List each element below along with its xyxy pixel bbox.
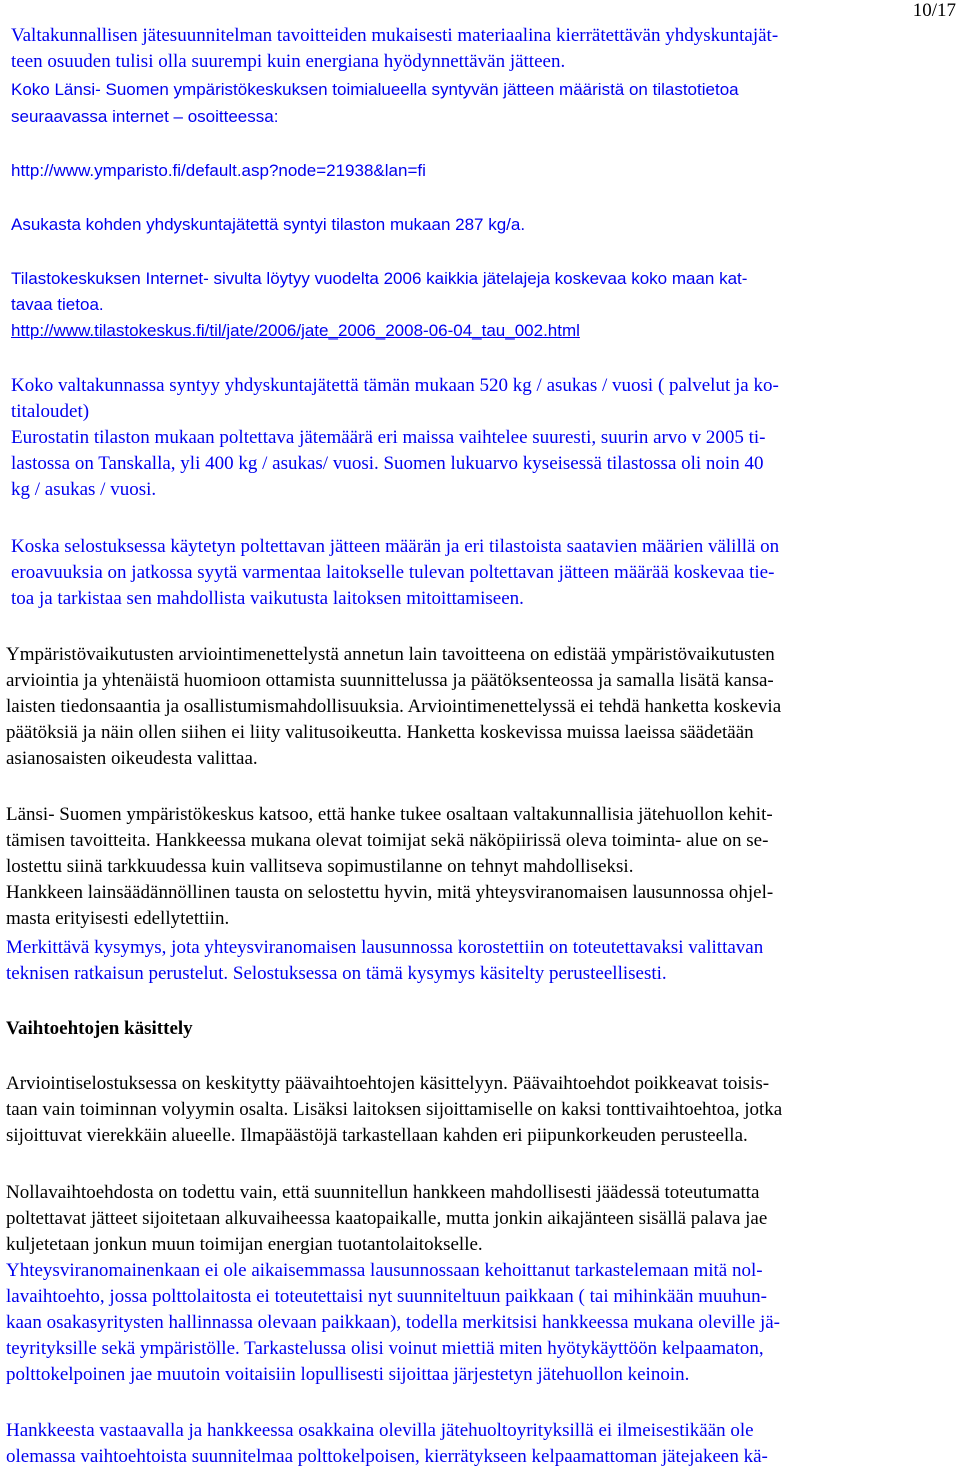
text-line: Nollavaihtoehdosta on todettu vain, että suunnitellun hankkeen mahdollisesti jäädessä toteutumatta: [6, 1182, 760, 1203]
text-line: toa ja tarkistaa sen mahdollista vaikutusta laitoksen mitoittamiseen.: [11, 588, 524, 609]
text-line: lastossa on Tanskalla, yli 400 kg / asukas/ vuosi. Suomen lukuarvo kyseisessä tilastossa oli noin 40: [11, 453, 764, 474]
text-line: tavaa tietoa.: [11, 295, 104, 314]
text-line: taan vain toiminnan volyymin osalta. Lisäksi laitoksen sijoittamiselle on kaksi tonttivaihtoehtoa, jotka: [6, 1099, 783, 1120]
text-line: Arviointiselostuksessa on keskitytty päävaihtoehtojen käsittelyyn. Päävaihtoehdot poikkeavat toisis-: [6, 1073, 770, 1094]
text-line: laisten tiedonsaantia ja osallistumismahdollisuuksia. Arviointimenettelyssä ei tehdä hanketta koskevia: [6, 696, 782, 717]
section-heading: Vaihtoehtojen käsittely: [6, 1018, 193, 1039]
text-line: polttokelpoinen jae muutoin voitaisiin lopullisesti sijoittaa järjestetyn jätehuollon keinoin.: [6, 1364, 690, 1385]
text-line: asianosaisten oikeudesta valittaa.: [6, 748, 258, 769]
text-line: Hankkeen lainsäädännöllinen tausta on selostettu hyvin, mitä yhteysviranomaisen lausunnossa ohjel-: [6, 882, 774, 903]
text-line: lavaihtoehto, jossa polttolaitosta ei toteutettaisi nyt suunniteltuun paikkaan ( tai mihinkään muuhun-: [6, 1286, 767, 1307]
text-line: Merkittävä kysymys, jota yhteysviranomaisen lausunnossa korostettiin on toteutettavaksi valittavan: [6, 937, 764, 958]
page-number: 10/17: [912, 0, 956, 21]
text-line: Valtakunnallisen jätesuunnitelman tavoitteiden mukaisesti materiaalina kierrätettävän yhdyskuntajät-: [11, 25, 779, 46]
text-line: päätöksiä ja näin ollen siihen ei liity valitusoikeutta. Hanketta koskevissa muissa laeissa säädetään: [6, 722, 754, 743]
text-line: kaan osakasyritysten hallinnassa olevaan paikkaan), todella merkitsisi hankkeessa mukana oleville jä-: [6, 1312, 780, 1333]
text-line: teyrityksille sekä ympäristölle. Tarkastelussa olisi voinut miettiä miten hyötykäyttöön kelpaamaton,: [6, 1338, 764, 1359]
text-line: seuraavassa internet – osoitteessa:: [11, 107, 279, 126]
text-line: sijoittuvat vierekkäin alueelle. Ilmapäästöjä tarkastellaan kahden eri piipunkorkeuden perusteella.: [6, 1125, 748, 1146]
text-line: Tilastokeskuksen Internet- sivulta löytyy vuodelta 2006 kaikkia jätelajeja koskevaa koko maan kat-: [11, 269, 748, 288]
text-line: Eurostatin tilaston mukaan poltettava jätemäärä eri maissa vaihtelee suuresti, suurin arvo v 2005 ti-: [11, 427, 766, 448]
text-line: Koko Länsi- Suomen ympäristökeskuksen toimialueella syntyvän jätteen määristä on tilastotietoa: [11, 80, 739, 99]
url-link[interactable]: http://www.tilastokeskus.fi/til/jate/2006/jate_2006_2008-06-04_tau_002.html: [11, 321, 580, 340]
text-line: Hankkeesta vastaavalla ja hankkeessa osakkaina olevilla jätehuoltoyrityksillä ei ilmeisestikään ole: [6, 1420, 754, 1441]
text-line: kuljetetaan jonkun muun toimijan energian tuotantolaitokselle.: [6, 1234, 483, 1255]
text-line: Koko valtakunnassa syntyy yhdyskuntajätettä tämän mukaan 520 kg / asukas / vuosi ( palvelut ja ko-: [11, 375, 779, 396]
text-line: eroavuuksia on jatkossa syytä varmentaa laitokselle tulevan poltettavan jätteen määrää koskevaa tie-: [11, 562, 775, 583]
text-line: poltettavat jätteet sijoitetaan alkuvaiheessa kaatopaikalle, mutta jonkin aikajänteen sisällä palava jae: [6, 1208, 768, 1229]
text-line: tämisen tavoitteita. Hankkeessa mukana olevat toimijat sekä näköpiirissä oleva toiminta- alue on se-: [6, 830, 769, 851]
text-line: Yhteysviranomainenkaan ei ole aikaisemmassa lausunnossaan kehoittanut tarkastelemaan mitä nol-: [6, 1260, 763, 1281]
text-line: Asukasta kohden yhdyskuntajätettä syntyi tilaston mukaan 287 kg/a.: [11, 215, 526, 234]
text-line: masta erityisesti edellytettiin.: [6, 908, 230, 929]
text-line: arviointia ja yhtenäistä huomioon ottamista suunnittelussa ja päätöksenteossa ja samalla lisätä kansa-: [6, 670, 774, 691]
text-line: olemassa vaihtoehtoista suunnitelmaa polttokelpoisen, kierrätykseen kelpaamattoman jätejakeen kä-: [6, 1446, 768, 1467]
text-line: teknisen ratkaisun perustelut. Selostuksessa on tämä kysymys käsitelty perusteellisesti.: [6, 963, 667, 984]
url-link[interactable]: http://www.ymparisto.fi/default.asp?node=21938&lan=fi: [11, 161, 426, 180]
text-line: kg / asukas / vuosi.: [11, 479, 157, 500]
text-line: teen osuuden tulisi olla suurempi kuin energiana hyödynnettävän jätteen.: [11, 51, 566, 72]
text-line: Ympäristövaikutusten arviointimenettelystä annetun lain tavoitteena on edistää ympäristövaikutusten: [6, 644, 775, 665]
text-line: Länsi- Suomen ympäristökeskus katsoo, että hanke tukee osaltaan valtakunnallisia jätehuollon kehit-: [6, 804, 773, 825]
text-line: lostettu siinä tarkkuudessa kuin vallitseva sopimustilanne on tehnyt mahdolliseksi.: [6, 856, 634, 877]
text-line: Koska selostuksessa käytetyn poltettavan jätteen määrän ja eri tilastoista saatavien määrien välillä on: [11, 536, 780, 557]
text-line: titaloudet): [11, 401, 90, 422]
